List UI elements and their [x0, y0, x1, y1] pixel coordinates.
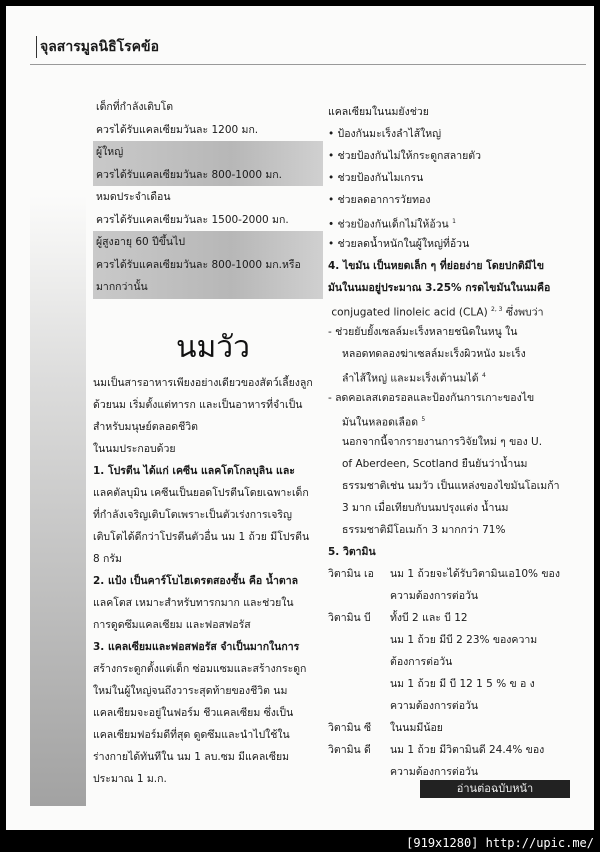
vitamin-b-cont: ความต้องการต่อวัน — [390, 700, 479, 712]
table-row: หมดประจำเดือน — [96, 191, 171, 203]
paragraph-line: แลคตัลบุมิน เคซีนเป็นยอดโปรตีนโดยเฉพาะเด็ก — [93, 487, 309, 499]
paragraph-line: ร่างกายได้ทันทีใน นม 1 ลบ.ซม มีแคลเซียม — [93, 751, 290, 763]
vitamin-b-cont: นม 1 ถ้วย มี บี 12 1 5 % ข อ ง — [390, 678, 535, 690]
research-line: ธรรมชาติมีโอเมก้า 3 มากกว่า 71% — [342, 524, 506, 536]
paragraph-line: สำหรับมนุษย์ตลอดชีวิต — [93, 421, 198, 433]
research-line: นอกจากนี้จากรายงานการวิจัยใหม่ ๆ ของ U. — [342, 436, 543, 448]
fat-point: ลำไส้ใหญ่ และมะเร็งเต้านมได้ $^4$ — [342, 372, 486, 385]
paragraph-line: ที่กำลังเจริญเติบโตเพราะเป็นตัวเร่งการเจริญ — [93, 509, 293, 521]
paragraph-line: สร้างกระดูกตั้งแต่เด็ก ซ่อมแซมและสร้างกระดูก — [93, 663, 307, 675]
paragraph-line: 3. แคลเซียมและฟอสฟอรัส จำเป็นมากในการ — [93, 641, 300, 653]
vitamin-a: วิตามิน เอ นม 1 ถ้วยจะได้รับวิตามินเอ10% ของ — [328, 568, 560, 580]
paragraph-line: นมเป็นสารอาหารเพียงอย่างเดียวของสัตว์เลี้ยงลูก — [93, 377, 313, 389]
newsletter-title: จุลสารมูลนิธิโรคข้อ — [36, 36, 159, 58]
paragraph-line: 8 กรัม — [93, 553, 122, 565]
table-row: เด็กที่กำลังเติบโต — [96, 101, 174, 113]
paragraph-line: ใหม่ในผู้ใหญ่จนถึงวาระสุดท้ายของชีวิต นม — [93, 685, 288, 697]
paragraph-line: แคลเซียมฟอร์มดีที่สุด ดูดซึมและนำไปใช้ใน — [93, 729, 290, 741]
fat-line: มันในนมอยู่ประมาณ 3.25% กรดไขมันในนมคือ — [328, 282, 551, 294]
research-line: of Aberdeen, Scotland ยืนยันว่าน้ำนม — [342, 458, 528, 470]
scanned-page — [6, 6, 594, 830]
scan-shadow — [30, 196, 86, 806]
table-row: มากกว่านั้น — [93, 276, 323, 299]
vitamin-c: วิตามิน ซี ในนมมีน้อย — [328, 722, 443, 734]
bullet-item: • ช่วยลดน้ำหนักในผู้ใหญ่ที่อ้วน — [328, 238, 470, 250]
bullet-item: • ช่วยลดอาการวัยทอง — [328, 194, 431, 206]
paragraph-line: แลคโตส เหมาะสำหรับทารกมาก และช่วยใน — [93, 597, 294, 609]
right-column — [328, 101, 578, 783]
fat-line: 4. ไขมัน เป็นหยดเล็ก ๆ ที่ย่อยง่าย โดยปกติมีไข — [328, 260, 545, 272]
paragraph-line: ด้วยนม เริ่มตั้งแต่ทารก และเป็นอาหารที่จำเป็น — [93, 399, 303, 411]
bullet-item: • ป้องกันมะเร็งลำไส้ใหญ่ — [328, 128, 442, 140]
fat-line: conjugated linoleic acid (CLA) $^{2, 3}$ ซึ่งพบว่า — [331, 306, 544, 319]
table-row: ควรได้รับแคลเซียมวันละ 1500-2000 มก. — [96, 213, 289, 226]
paragraph-line: การดูดซึมแคลเซียม และฟอสฟอรัส — [93, 619, 251, 631]
continue-next-issue-button[interactable]: อ่านต่อฉบับหน้า — [420, 780, 570, 798]
fat-point: มันในหลอดเลือด $^5$ — [342, 416, 426, 429]
research-line: 3 มาก เมื่อเทียบกับนมปรุงแต่ง น้ำนม — [342, 502, 509, 514]
vitamin-b-cont: ต้องการต่อวัน — [390, 656, 453, 668]
research-line: ธรรมชาติเช่น นมวัว เป็นแหล่งของไขมันโอเมก้า — [342, 480, 560, 492]
fat-point: - ลดคอเลสเตอรอลและป้องกันการเกาะของไข — [328, 392, 535, 404]
vitamins-heading: 5. วิตามิน — [328, 546, 376, 558]
table-row: ผู้สูงอายุ 60 ปีขึ้นไป — [93, 231, 323, 254]
bullet-item: • ช่วยป้องกันไมเกรน — [328, 172, 424, 184]
table-row: ควรได้รับแคลเซียมวันละ 800-1000 มก. — [93, 164, 323, 187]
article-title: นมวัว — [176, 330, 250, 365]
table-row: ผู้ใหญ่ — [93, 141, 323, 164]
calcium-requirements-table — [93, 96, 323, 299]
table-row: ควรได้รับแคลเซียมวันละ 800-1000 มก.หรือ — [93, 254, 323, 277]
table-row: ควรได้รับแคลเซียมวันละ 1200 มก. — [96, 123, 259, 136]
paragraph-line: เติบโตได้ดีกว่าโปรตีนตัวอื่น นม 1 ถ้วย มีโปรตีน — [93, 531, 310, 543]
paragraph-line: 2. แป้ง เป็นคาร์โบไฮเดรตสองชั้น คือ น้ำตาล — [93, 575, 299, 587]
paragraph-line: ประมาณ 1 ม.ก. — [93, 773, 167, 785]
left-column — [93, 372, 329, 790]
bullet-item: • ช่วยป้องกันเด็กไม่ให้อ้วน $^1$ — [328, 218, 456, 231]
header-divider — [30, 64, 586, 65]
vitamin-b: วิตามิน บี ทั้งบี 2 และ บี 12 — [328, 612, 468, 624]
vitamin-d: วิตามิน ดี นม 1 ถ้วย มีวิตามินดี 24.4% ของ — [328, 744, 545, 756]
vitamin-b-cont: นม 1 ถ้วย มีบี 2 23% ของความ — [390, 634, 538, 646]
vitamin-a-cont: ความต้องการต่อวัน — [390, 590, 479, 602]
fat-point: - ช่วยยับยั้งเซลล์มะเร็งหลายชนิดในหนู ใน — [328, 326, 518, 338]
vitamin-d-cont: ความต้องการต่อวัน — [390, 766, 479, 778]
paragraph-line: แคลเซียมจะอยู่ในฟอร์ม ชีวแคลเซียม ซึ่งเป็น — [93, 707, 294, 719]
fat-point: หลอดทดลองฆ่าเซลล์มะเร็งผิวหนัง มะเร็ง — [342, 348, 526, 360]
image-host-watermark: [919x1280] http://upic.me/ — [406, 836, 594, 850]
paragraph-line: ในนมประกอบด้วย — [93, 443, 176, 455]
paragraph-line: 1. โปรตีน ได้แก่ เคซีน แลคโตโกลบุลิน และ — [93, 465, 295, 477]
intro-line: แคลเซียมในนมยังช่วย — [328, 106, 429, 118]
bullet-item: • ช่วยป้องกันไม่ให้กระดูกสลายตัว — [328, 150, 482, 162]
